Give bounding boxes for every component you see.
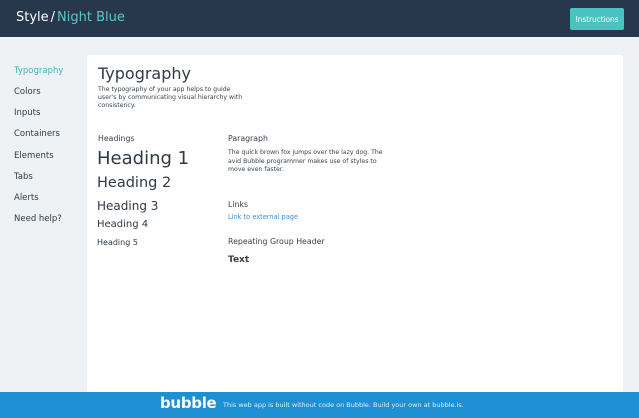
heading-1-sample: Heading 1 — [97, 148, 190, 169]
page-title: Typography — [98, 64, 191, 83]
footer-bar — [0, 392, 639, 418]
theme-name: Night Blue — [57, 10, 125, 25]
heading-2-sample: Heading 2 — [97, 175, 172, 191]
sidebar-item-typography[interactable]: Typography — [14, 66, 64, 76]
sidebar-item-containers[interactable]: Containers — [14, 129, 60, 139]
links-label: Links — [228, 200, 249, 209]
sidebar-item-tabs[interactable]: Tabs — [14, 172, 33, 182]
title-separator: / — [50, 10, 56, 25]
external-link[interactable]: Link to external page — [228, 213, 299, 221]
heading-5-sample: Heading 5 — [97, 238, 138, 247]
sidebar-item-inputs[interactable]: Inputs — [14, 108, 41, 118]
paragraph-label: Paragraph — [228, 134, 268, 143]
sidebar-item-alerts[interactable]: Alerts — [14, 193, 39, 203]
instructions-button[interactable]: Instructions — [570, 8, 624, 30]
heading-4-sample: Heading 4 — [97, 219, 149, 230]
sidebar-item-elements[interactable]: Elements — [14, 151, 54, 161]
sidebar-item-colors[interactable]: Colors — [14, 87, 41, 97]
page-description: The typography of your app helps to guide user's by communicating visual hierarchy with consistency. — [98, 86, 243, 109]
repeating-group-text: Text — [228, 255, 250, 265]
bubble-logo[interactable]: bubble — [160, 394, 217, 412]
headings-label: Headings — [98, 134, 135, 143]
paragraph-sample: The quick brown fox jumps over the lazy dog. The avid Bubble programmer makes use of styles to move even faster. — [228, 149, 383, 173]
section-name: Style — [16, 10, 49, 25]
sidebar-item-need-help[interactable]: Need help? — [14, 214, 62, 224]
app-title — [16, 10, 125, 25]
top-header — [0, 0, 639, 37]
repeating-group-header-label: Repeating Group Header — [228, 237, 325, 246]
heading-3-sample: Heading 3 — [97, 199, 159, 213]
footer-text: This web app is built without code on Bubble. Build your own at bubble.is. — [223, 401, 464, 409]
